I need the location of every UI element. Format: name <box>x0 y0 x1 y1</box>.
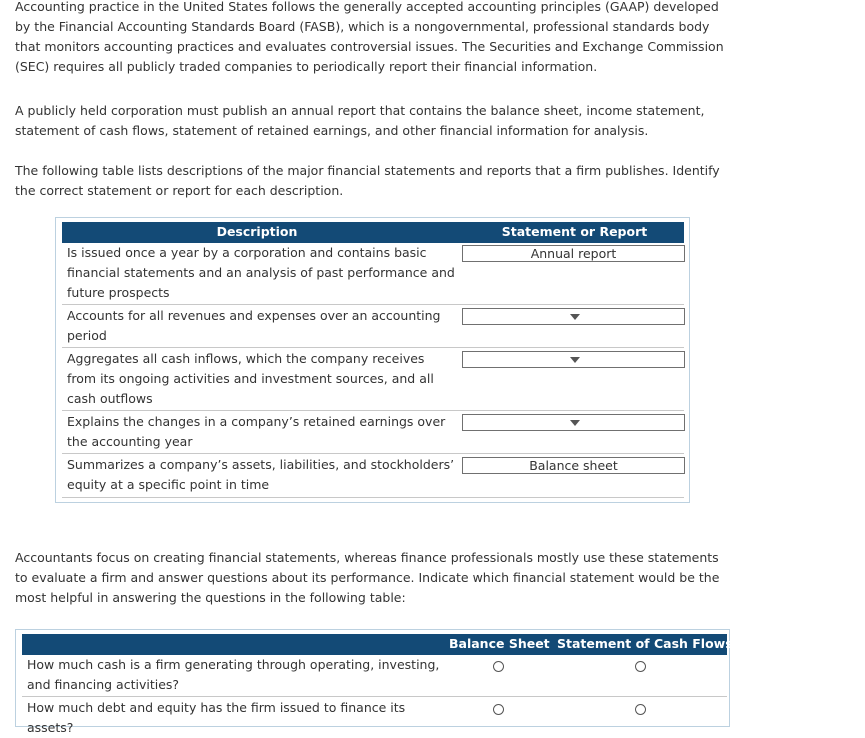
table1-instructions: The following table lists descriptions of the major financial statements and reports that a firm publishes. Identify the correct statement or report for each description. <box>15 163 720 198</box>
table-row <box>62 243 684 305</box>
radio-cash-flows-q2[interactable] <box>635 704 646 715</box>
radio-balance-sheet-q2[interactable] <box>493 704 504 715</box>
row-description: Summarizes a company’s assets, liabilities, and stockholders’ equity at a specific point in time <box>67 457 455 492</box>
statement-column-header: Statement or Report <box>501 224 648 239</box>
description-column-header: Description <box>216 224 298 239</box>
chevron-down-icon <box>570 420 580 426</box>
balance-sheet-column-header: Balance Sheet <box>449 636 550 651</box>
table-row <box>62 412 684 454</box>
statement-dropdown-revenues-expenses[interactable] <box>462 308 685 325</box>
statement-dropdown-retained-earnings[interactable] <box>462 414 685 431</box>
statement-questions-table <box>15 629 733 735</box>
row-description: Accounts for all revenues and expenses over an accounting period <box>67 308 441 343</box>
table2-header-row <box>22 634 733 655</box>
answer-field-balance-sheet: Balance sheet <box>462 457 685 474</box>
statement-dropdown-cash-flows[interactable] <box>462 351 685 368</box>
table1-header-row <box>62 222 684 243</box>
table-row <box>22 698 727 735</box>
cash-flows-column-header: Statement of Cash Flows <box>557 636 733 651</box>
answer-field-annual-report: Annual report <box>462 245 685 262</box>
statements-matching-table <box>55 217 690 503</box>
table-row <box>62 349 684 411</box>
table-row <box>22 655 727 697</box>
row-description: Aggregates all cash inflows, which the company receives from its ongoing activities and investment sources, and all cash outflows <box>67 351 434 406</box>
intro-paragraph-annual-report: A publicly held corporation must publish an annual report that contains the balance sheet, income statement, statement of cash flows, statement of retained earnings, and other financial information for analysis. <box>15 103 705 138</box>
chevron-down-icon <box>570 314 580 320</box>
question-text: How much debt and equity has the firm issued to finance its assets? <box>27 700 406 735</box>
radio-balance-sheet-q1[interactable] <box>493 661 504 672</box>
chevron-down-icon <box>570 357 580 363</box>
table2-instructions: Accountants focus on creating financial statements, whereas finance professionals mostly use these statements to evaluate a firm and answer questions about its performance. Indicate which financial statement would be the most helpful in answering the questions in the following table: <box>15 550 720 605</box>
row-description: Explains the changes in a company’s retained earnings over the accounting year <box>67 414 446 449</box>
table-row <box>62 455 684 498</box>
table-row <box>62 306 684 348</box>
question-text: How much cash is a firm generating through operating, investing, and financing activities? <box>27 657 440 692</box>
radio-cash-flows-q1[interactable] <box>635 661 646 672</box>
row-description: Is issued once a year by a corporation and contains basic financial statements and an analysis of past performance and future prospects <box>67 245 455 300</box>
intro-paragraph-gaap: Accounting practice in the United States follows the generally accepted accounting principles (GAAP) developed by the Financial Accounting Standards Board (FASB), which is a nongovernmental, professional standards body that monitors accounting practices and evaluates controversial issues. The Securities and Exchange Commission (SEC) requires all publicly traded companies to periodically report their financial information. <box>15 0 724 74</box>
